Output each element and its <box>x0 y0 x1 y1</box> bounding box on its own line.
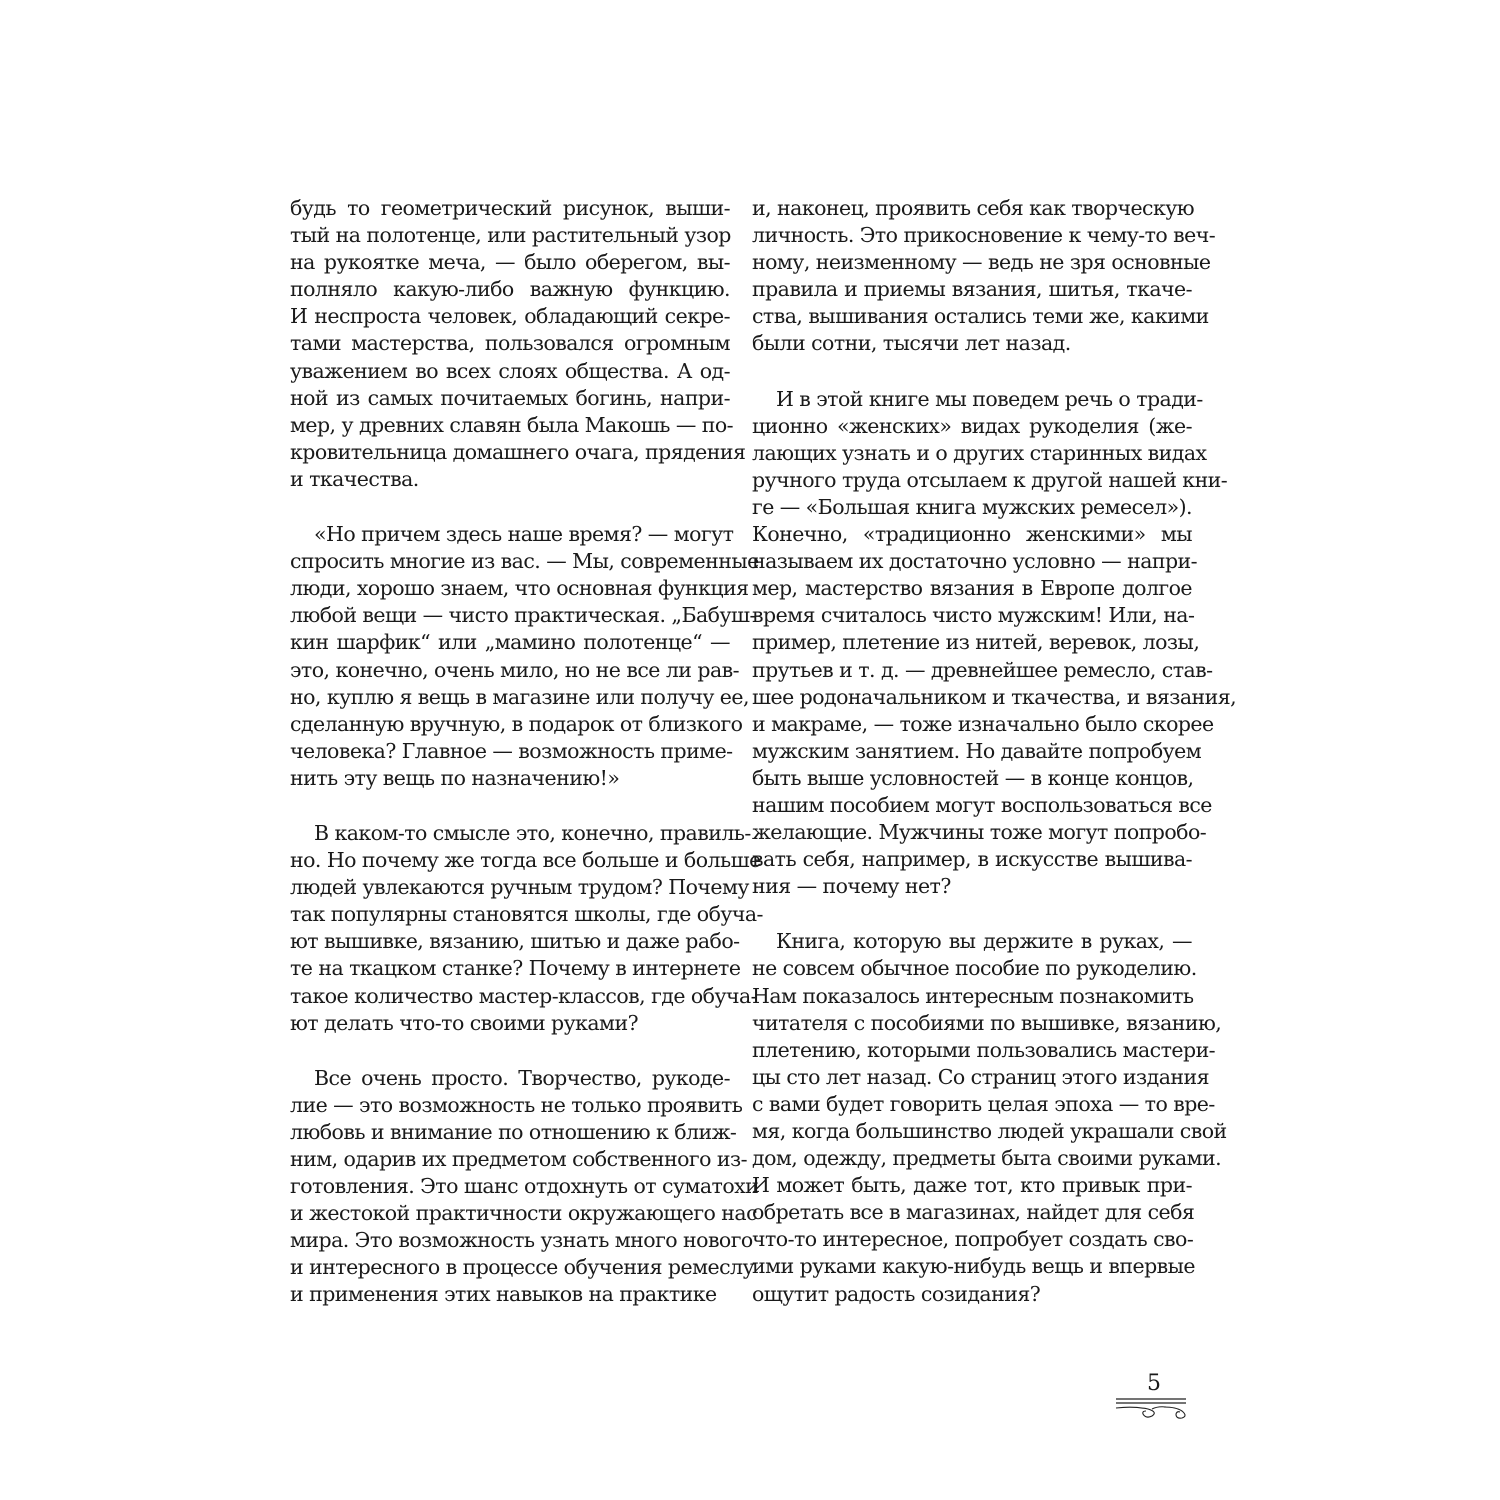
text-line: быть выше условностей — в конце концов, <box>752 765 1194 790</box>
page-number: 5 <box>1147 1371 1161 1396</box>
text-line: «Но причем здесь наше время? — могут <box>314 522 734 547</box>
text-line: будь то геометрический рисунок, выши- <box>290 196 730 220</box>
paragraph <box>290 820 763 1037</box>
text-line: кин шарфик“ или „мамино полотенце“ — <box>290 630 730 655</box>
text-line: ционно «женских» видах рукоделия (же- <box>752 413 1192 438</box>
text-line: и интересного в процессе обучения ремеслу <box>290 1255 754 1280</box>
paragraph <box>290 195 746 493</box>
text-line: читателя с пособиями по вышивке, вязанию, <box>752 1010 1222 1035</box>
text-line: люди, хорошо знаем, что основная функция <box>290 576 749 601</box>
text-line: мужским занятием. Но давайте попробуем <box>752 738 1202 763</box>
text-line: были сотни, тысячи лет назад. <box>752 331 1071 356</box>
text-line: Книга, которую вы держите в руках, — <box>776 929 1192 954</box>
text-line: шее родоначальником и ткачества, и вязания, <box>752 684 1237 709</box>
text-line: это, конечно, очень мило, но не все ли рав- <box>290 657 739 682</box>
text-line: лие — это возможность не только проявить <box>290 1092 743 1117</box>
scroll-flourish-icon <box>1112 1397 1190 1421</box>
text-line: кровительница домашнего очага, прядения <box>290 439 746 464</box>
text-line: И может быть, даже тот, кто привык при- <box>752 1173 1192 1198</box>
paragraph <box>752 195 1216 358</box>
text-line: нить эту вещь по назначению!» <box>290 765 620 790</box>
text-line: пример, плетение из нитей, веревок, лозы, <box>752 630 1200 655</box>
text-line: любой вещи — чисто практическая. „Бабуш- <box>290 603 756 628</box>
left-text-column <box>290 195 763 1337</box>
text-line: такое количество мастер-классов, где обуча- <box>290 983 758 1008</box>
paragraph <box>752 928 1227 1307</box>
text-line: так популярны становятся школы, где обуча- <box>290 902 763 927</box>
text-line: цы сто лет назад. Со страниц этого издания <box>752 1064 1209 1089</box>
text-line: называем их достаточно условно — напри- <box>752 549 1198 574</box>
text-line: ния — почему нет? <box>752 874 951 899</box>
text-line: ге — «Большая книга мужских ремесел»). <box>752 494 1192 519</box>
text-line: желающие. Мужчины тоже могут попробо- <box>752 820 1207 845</box>
text-line: те на ткацком станке? Почему в интернете <box>290 956 741 981</box>
text-line: мя, когда большинство людей украшали свой <box>752 1119 1227 1143</box>
text-line: В каком-то смысле это, конечно, правиль- <box>314 820 751 845</box>
paragraph <box>752 386 1237 901</box>
text-line: ному, неизменному — ведь не зря основные <box>752 250 1211 275</box>
text-line: обретать все в магазинах, найдет для себя <box>752 1200 1195 1225</box>
text-line: Нам показалось интересным познакомить <box>752 983 1194 1008</box>
text-line: И в этой книге мы поведем речь о тради- <box>776 386 1203 411</box>
text-line: ручного труда отсылаем к другой нашей кни- <box>752 467 1228 492</box>
text-line: человека? Главное — возможность приме- <box>290 738 733 763</box>
text-line: спросить многие из вас. — Мы, современные <box>290 549 759 574</box>
text-line: правила и приемы вязания, шитья, ткаче- <box>752 277 1192 302</box>
text-line: но. Но почему же тогда все больше и больше <box>290 848 761 873</box>
text-line: и применения этих навыков на практике <box>290 1282 717 1307</box>
text-line: вать себя, например, в искусстве вышива- <box>752 847 1192 872</box>
text-line: сделанную вручную, в подарок от близкого <box>290 711 743 736</box>
text-line: с вами будет говорить целая эпоха — то вре- <box>752 1091 1215 1116</box>
text-line: полняло какую-либо важную функцию. <box>290 277 730 302</box>
text-line: тами мастерства, пользовался огромным <box>290 331 730 356</box>
text-line: тый на полотенце, или растительный узор <box>290 223 731 248</box>
text-line: не совсем обычное пособие по рукоделию. <box>752 956 1197 981</box>
text-line: мер, у древних славян была Макошь — по- <box>290 412 734 437</box>
text-line: ним, одарив их предметом собственного из- <box>290 1147 747 1171</box>
text-line: людей увлекаются ручным трудом? Почему <box>290 875 749 900</box>
text-line: ют делать что-то своими руками? <box>290 1010 639 1035</box>
right-text-column <box>752 195 1237 1336</box>
text-line: ной из самых почитаемых богинь, напри- <box>290 385 730 410</box>
text-line: готовления. Это шанс отдохнуть от суматохи <box>290 1174 759 1199</box>
text-line: ют вышивке, вязанию, шитью и даже рабо- <box>290 929 740 954</box>
text-line: и, наконец, проявить себя как творческую <box>752 196 1195 220</box>
text-line: лающих узнать и о других старинных видах <box>752 440 1207 465</box>
text-line: на рукоятке меча, — было оберегом, вы- <box>290 250 730 275</box>
text-line: личность. Это прикосновение к чему-то веч- <box>752 223 1216 248</box>
text-line: плетению, которыми пользовались мастери- <box>752 1037 1216 1062</box>
text-line: И неспроста человек, обладающий секре- <box>290 304 730 329</box>
text-line: мер, мастерство вязания в Европе долгое <box>752 576 1192 601</box>
text-line: прутьев и т. д. — древнейшее ремесло, став- <box>752 657 1213 682</box>
paragraph <box>290 521 759 792</box>
text-line: ощутит радость созидания? <box>752 1281 1041 1306</box>
text-line: что-то интересное, попробует создать сво- <box>752 1227 1194 1252</box>
text-line: уважением во всех слоях общества. А од- <box>290 358 730 383</box>
text-line: мира. Это возможность узнать много нового <box>290 1228 753 1253</box>
text-line: любовь и внимание по отношению к ближ- <box>290 1119 737 1144</box>
text-line: дом, одежду, предметы быта своими руками. <box>752 1146 1222 1171</box>
text-line: и жестокой практичности окружающего нас <box>290 1201 758 1226</box>
text-line: но, куплю я вещь в магазине или получу ее, <box>290 684 749 709</box>
text-line: Конечно, «традиционно женскими» мы <box>752 522 1192 547</box>
text-line: и ткачества. <box>290 466 419 491</box>
text-line: Все очень просто. Творчество, рукоде- <box>314 1065 730 1090</box>
text-line: время считалось чисто мужским! Или, на- <box>752 603 1195 628</box>
text-line: и макраме, — тоже изначально было скорее <box>752 711 1214 736</box>
paragraph <box>290 1065 759 1309</box>
text-line: ства, вышивания остались теми же, какими <box>752 304 1209 329</box>
text-line: ими руками какую-нибудь вещь и впервые <box>752 1254 1195 1279</box>
text-line: нашим пособием могут воспользоваться все <box>752 792 1212 817</box>
